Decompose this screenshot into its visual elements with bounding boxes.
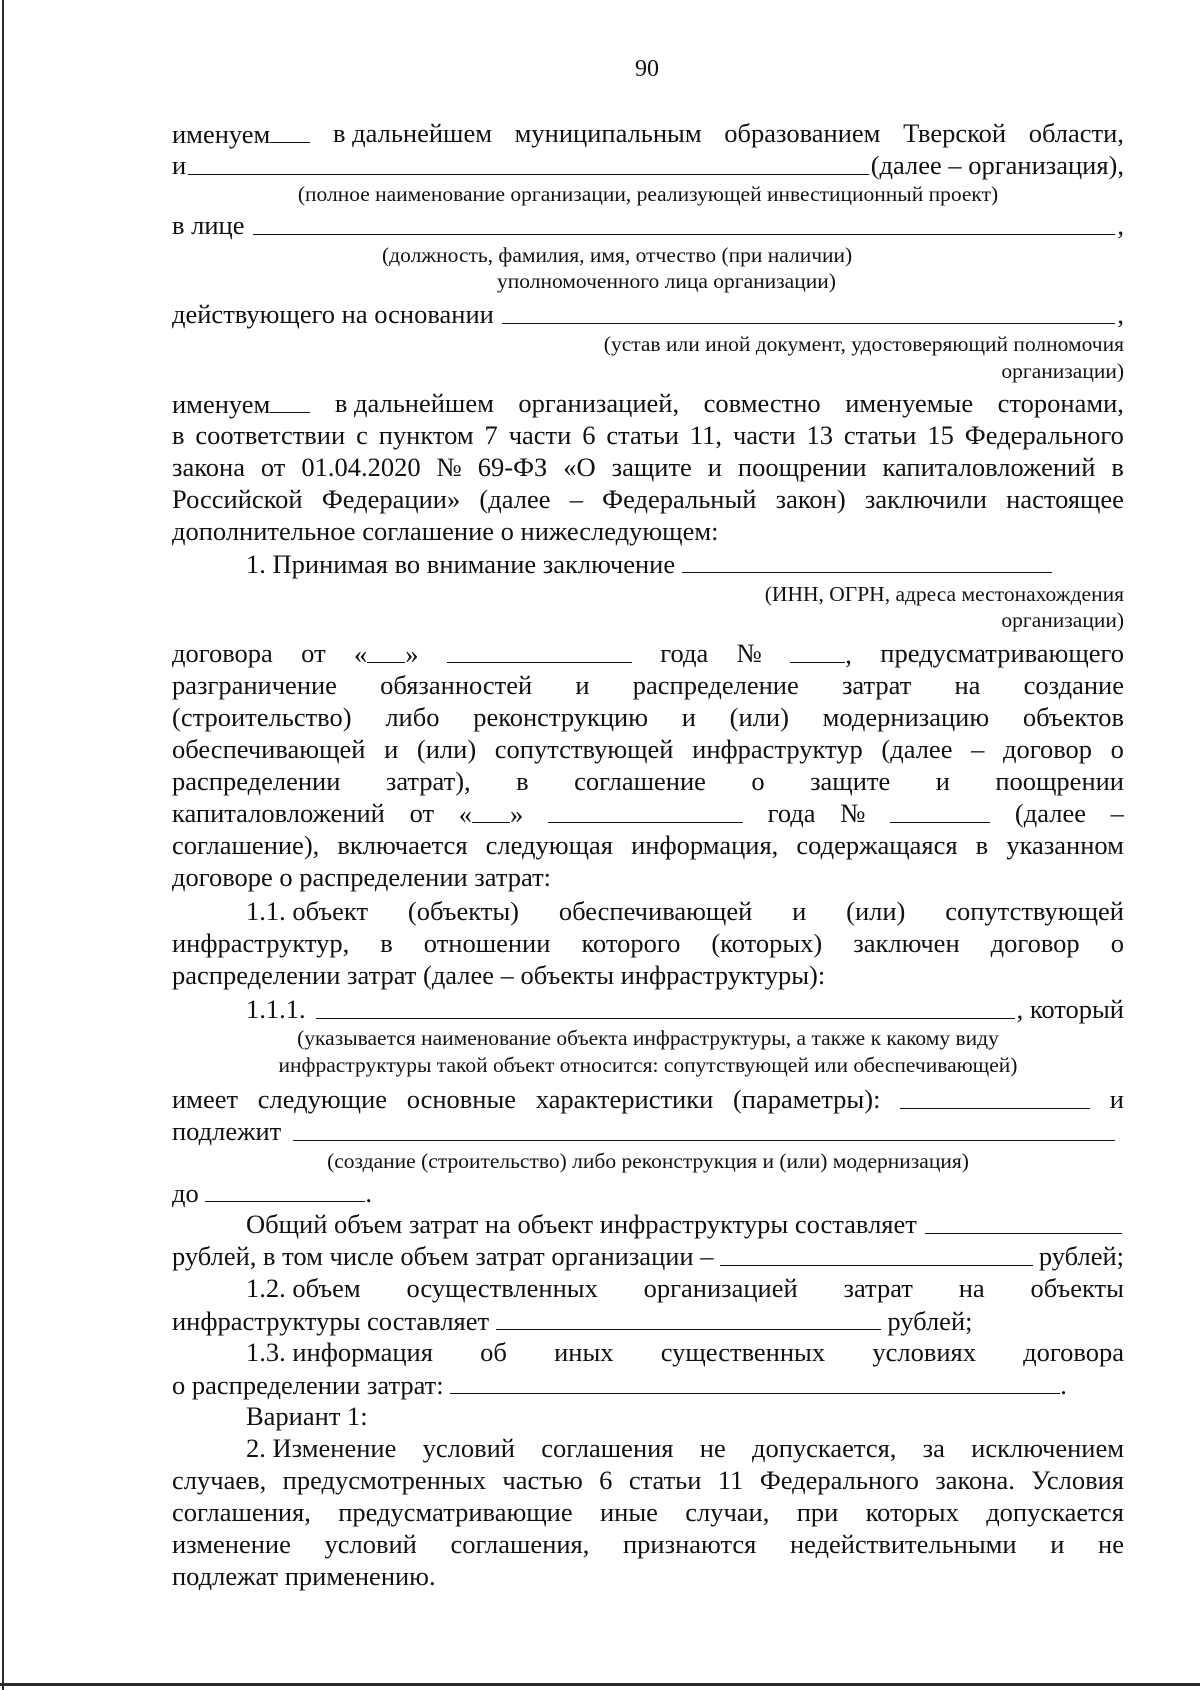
scan-edge-bottom (0, 1683, 1200, 1686)
field-caption: организации) (1001, 359, 1124, 383)
text-line: распределении затрат (далее – объекты инфраструктуры): (172, 960, 826, 990)
field-caption: (указывается наименование объекта инфраструктуры, а также к какому виду (297, 1026, 999, 1050)
text-line: Вариант 1: (246, 1401, 368, 1431)
text-line: Российской Федерации» (далее – Федеральный закон) заключили настоящее (172, 484, 1124, 514)
text-line: рублей, в том числе объем затрат организации – рублей; (172, 1241, 1124, 1271)
field-caption: (создание (строительство) либо реконструкция и (или) модернизация) (327, 1149, 969, 1173)
text-line: Общий объем затрат на объект инфраструктуры составляет (172, 1208, 1124, 1240)
text-line: капиталовложений от « » года № (далее – (172, 798, 1124, 829)
field-caption: инфраструктуры такой объект относится: сопутствующей или обеспечивающей) (278, 1053, 1018, 1077)
text-line: договоре о распределении затрат: (172, 862, 552, 892)
text-line: договора от « » года № , предусматривающего (172, 638, 1124, 669)
text-line: и (далее – организация), (172, 150, 1124, 180)
text-line: именуем в дальнейшем организацией, совместно именуемые сторонами, (172, 388, 1124, 419)
field-caption: организации) (1001, 608, 1124, 632)
text-line: о распределении затрат: . (172, 1370, 1067, 1400)
text-line: именуем в дальнейшем муниципальным образованием Тверской области, (172, 118, 1124, 149)
text-line: 2. Изменение условий соглашения не допускается, за исключением (246, 1433, 1124, 1463)
text-line: имеет следующие основные характеристики (параметры): и (172, 1084, 1124, 1114)
text-line: 1.1. объект (объекты) обеспечивающей и (или) сопутствующей (246, 896, 1124, 926)
field-caption: (полное наименование организации, реализующей инвестиционный проект) (297, 182, 999, 206)
text-line: инфраструктуры составляет рублей; (172, 1306, 973, 1336)
text-line: действующего на основании , (172, 299, 1124, 329)
text-line: 1.1.1. , который (246, 994, 1124, 1024)
text-line: соглашения, предусматривающие иные случаи, при которых допускается (172, 1497, 1124, 1527)
text-line: до . (172, 1178, 372, 1208)
text-line: закона от 01.04.2020 № 69-ФЗ «О защите и поощрении капиталовложений в (172, 452, 1124, 482)
field-caption: (устав или иной документ, удостоверяющий полномочия (603, 332, 1124, 356)
text-line: разграничение обязанностей и распределение затрат на создание (172, 670, 1124, 700)
field-caption: (должность, фамилия, имя, отчество (при наличии) (382, 243, 853, 267)
text-line: (строительство) либо реконструкцию и (или) модернизацию объектов (172, 702, 1124, 732)
field-caption: (ИНН, ОГРН, адреса местонахождения (764, 582, 1124, 606)
text-line: в соответствии с пунктом 7 части 6 статьи 11, части 13 статьи 15 Федерального (172, 420, 1124, 450)
text-line: 1.3. информация об иных существенных условиях договора (246, 1337, 1124, 1367)
text-line: случаев, предусмотренных частью 6 статьи 11 Федерального закона. Условия (172, 1465, 1124, 1495)
text-line: распределении затрат), в соглашение о защите и поощрении (172, 766, 1124, 796)
page-number: 90 (635, 56, 659, 82)
text-line: подлежит (172, 1115, 1117, 1147)
scan-edge-left (2, 0, 4, 1690)
text-line: обеспечивающей и (или) сопутствующей инфраструктур (далее – договор о (172, 734, 1124, 764)
text-line: инфраструктур, в отношении которого (которых) заключен договор о (172, 928, 1124, 958)
text-line: 1. Принимая во внимание заключение (172, 547, 1198, 579)
text-line: подлежат применению. (172, 1561, 436, 1591)
text-line: дополнительное соглашение о нижеследующем: (172, 516, 719, 546)
field-caption: уполномоченного лица организации) (497, 269, 836, 293)
text-line: соглашение), включается следующая информация, содержащаяся в указанном (172, 830, 1124, 860)
text-line: 1.2. объем осуществленных организацией затрат на объекты (246, 1273, 1124, 1303)
text-line: изменение условий соглашения, признаются недействительными и не (172, 1529, 1124, 1559)
text-line: в лице , (172, 210, 1124, 240)
